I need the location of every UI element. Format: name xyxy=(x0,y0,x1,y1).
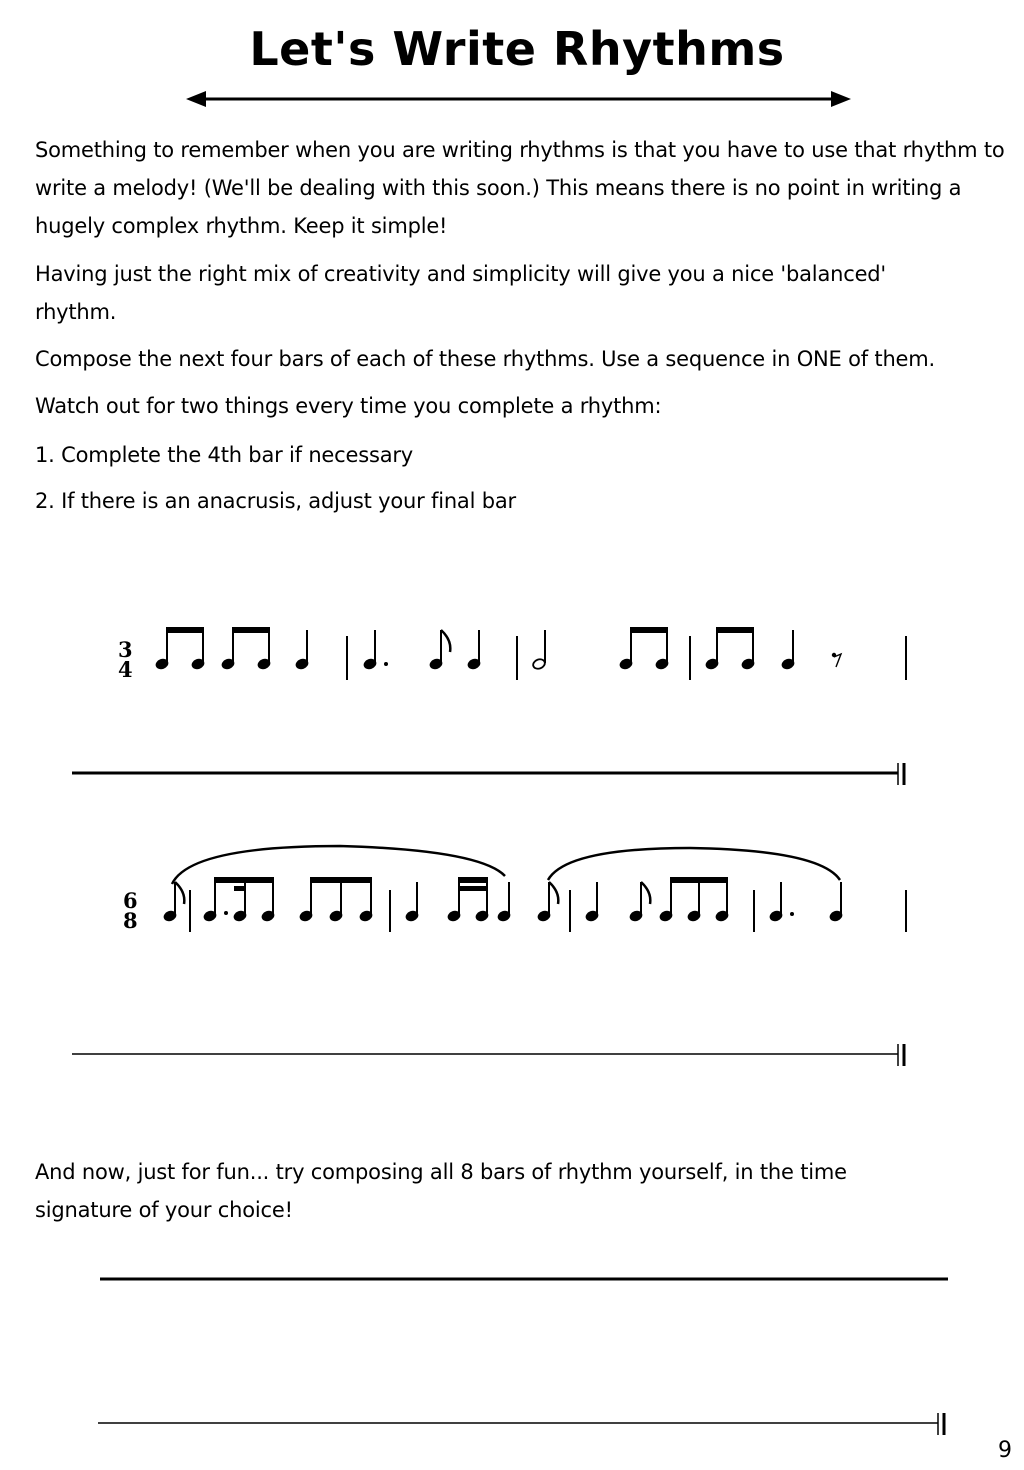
composition-line-2[interactable] xyxy=(98,1413,944,1435)
intro-paragraph-4: Watch out for two things every time you complete a rhythm: xyxy=(35,394,662,418)
intro-paragraph-2: Having just the right mix of creativity and simplicity will give you a nice 'balanced' rhythm. xyxy=(35,262,886,324)
tip-2: 2. If there is an anacrusis, adjust your final bar xyxy=(35,489,516,513)
tip-1: 1. Complete the 4th bar if necessary xyxy=(35,443,414,467)
page-title: Let's Write Rhythms xyxy=(249,22,785,76)
time-signature-top: 6 xyxy=(123,888,138,913)
time-signature-bottom: 4 xyxy=(118,657,133,682)
page-number: 9 xyxy=(998,1438,1012,1463)
intro-paragraph-3: Compose the next four bars of each of these rhythms. Use a sequence in ONE of them. xyxy=(35,347,936,371)
intro-paragraph-1: Something to remember when you are writing rhythms is that you have to use that rhythm to write a melody! (We'll be dealing with this soon.) This means there is no point in writing a hugely complex rhythm. Keep it simple! xyxy=(35,138,1005,238)
time-signature-top: 3 xyxy=(118,637,133,662)
closing-paragraph: And now, just for fun... try composing all 8 bars of rhythm yourself, in the time signature of your choice! xyxy=(35,1160,847,1222)
time-signature-bottom: 8 xyxy=(123,908,138,933)
